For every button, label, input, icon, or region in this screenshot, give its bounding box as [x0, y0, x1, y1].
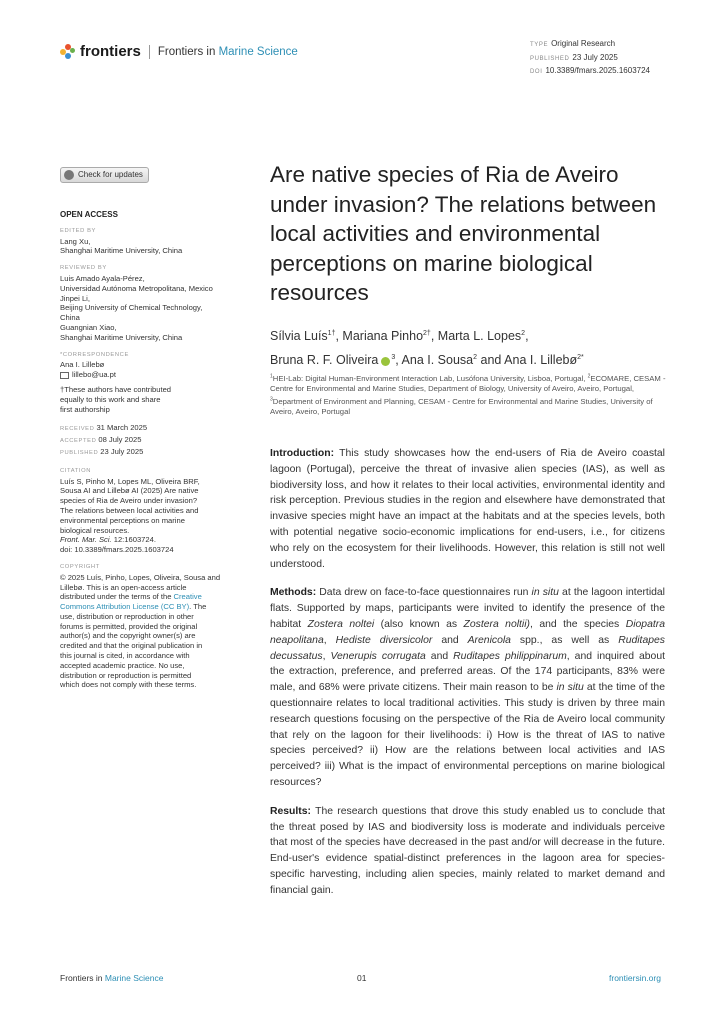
methods-text: Data drew on face-to-face questionnaires run	[316, 587, 532, 599]
copyright-label: COPYRIGHT	[60, 563, 100, 570]
methods-text: (also known as	[374, 618, 464, 630]
author[interactable]: Sílvia Luís$^{1\dagger}$	[270, 329, 336, 344]
methods-text: at the time of the questionnaire relates to local traditional activities. This study is driven by three main research questions focusing on the perspective of the Ria de Aveiro local community that rely on the lagoon for their livelihoods: i) How is the threat of IAS to native species perceived? ii) How are the relations between local activities and IAS perceived? iii) What is the impact of environmental perceptions on marine biological resources?	[270, 682, 665, 788]
reviewer-line: Shanghai Maritime University, China	[60, 332, 183, 342]
author[interactable]: Marta L. Lopes$^2$	[437, 329, 526, 344]
italic-term: in situ	[556, 682, 584, 694]
reviewed-by-label: REVIEWED BY	[60, 265, 107, 272]
frontiers-logo-icon	[60, 44, 76, 60]
italic-term: Ruditapes decussatus	[270, 634, 665, 662]
orcid-icon[interactable]	[381, 357, 390, 366]
reviewer-line: Guangnian Xiao,	[60, 322, 117, 332]
equal-contribution-note: †These authors have contributed equally to this work and share first authorship	[60, 384, 172, 414]
author-list: Sílvia Luís$^{1\dagger}$, Mariana Pinho$^{2\dagger}$, Marta L. Lopes$^2$, Bruna R. F. Oliveira $^3$, Ana I. Sousa$^2$ and Ana I. Lillebø$^{2*}$	[270, 329, 584, 368]
reviewer-line: Universidad Autónoma Metropolitana, Mexico	[60, 283, 213, 293]
methods-text: , and the species	[530, 618, 626, 630]
article-type: TYPE Original Research	[530, 39, 616, 48]
italic-term: Zostera noltei	[307, 618, 375, 630]
logo-text: frontiers	[80, 43, 141, 60]
italic-term: Ruditapes philippinarum	[453, 650, 567, 662]
correspondence-name: Ana I. Lillebø	[60, 360, 105, 370]
abstract-results: Results: The research questions that drove this study enabled us to conclude that the threat posed by IAS and biodiversity loss is moderate and individuals perceive that most of the species have decreased in the past and/or will decrease in the future. End-user's evidence spatial-distinct preferences in the lagoon area for species-specific harvesting, including alien species, mainly related to market demand and financial gain.	[270, 805, 665, 896]
abstract-methods: Methods: Data drew on face-to-face questionnaires run in situ at the lagoon intertidal flats. Supported by maps, participants were invited to identify the presence of the habitat Zostera noltei (also known as Zostera noltii), and the species Diopatra neapolitana, Hediste diversicolor and Arenicola spp., as well as Ruditapes decussatus, Venerupis corrugata and Ruditapes philippinarum, and inquired about the extraction, preference, and preferred areas. Of the 174 participants, 83% were male, and 68% were private citizens. Their main reason to be in situ at the time of the questionnaire relates to local traditional activities. This study is driven by three main research questions focusing on the perspective of the Ria de Aveiro local community that rely on the lagoon for their livelihoods: i) How is the threat of IAS to native species perceived? ii) How are the relations between local activities and IAS perceived? iii) What is the impact of environmental perceptions on marine biological resources?	[270, 587, 665, 788]
reviewer-line: Jinpei Li,	[60, 293, 90, 303]
reviewer-line: Luis Amado Ayala-Pérez,	[60, 273, 145, 283]
article-meta	[530, 38, 650, 79]
methods-text: at the lagoon intertidal flats. Supported by maps, participants were invited to identify the presence of the habitat	[270, 587, 665, 630]
methods-text: ,	[323, 634, 336, 646]
article-title: Are native species of Ria de Aveiro under invasion? The relations between local activities and environmental perceptions on marine biological resources	[270, 162, 657, 305]
open-access-label: OPEN ACCESS	[60, 210, 118, 219]
logo-divider	[149, 45, 150, 59]
reviewer-line: China	[60, 313, 80, 323]
italic-term: Hediste diversicolor	[335, 634, 433, 646]
reviewer-line: Beijing University of Chemical Technology,	[60, 303, 203, 313]
editor-line: Shanghai Maritime University, China	[60, 246, 183, 256]
journal-name[interactable]: Frontiers in Marine Science	[157, 45, 298, 58]
abstract	[270, 446, 665, 912]
update-icon	[64, 170, 74, 180]
editor-line: Lang Xu,	[60, 236, 91, 246]
article-doi[interactable]: DOI 10.3389/fmars.2025.1603724	[530, 66, 650, 75]
article-published: PUBLISHED 23 July 2025	[530, 52, 618, 62]
footer-journal: Frontiers in Marine Science	[60, 973, 164, 983]
author[interactable]: Mariana Pinho$^{2\dagger}$	[342, 329, 431, 344]
sidebar	[60, 167, 245, 690]
italic-term: Diopatra neapolitana	[270, 618, 665, 646]
methods-text: , and inquired about the extraction, preference, and preferred areas. Of the 174 participants, 83% were male, and 68% were private citizens. Their main reason to be	[270, 650, 665, 694]
italic-term: Venerupis corrugata	[330, 650, 426, 662]
author[interactable]: Bruna R. F. Oliveira $^3$	[270, 353, 396, 368]
italic-term: Zostera noltii)	[463, 618, 531, 630]
citation-label: CITATION	[60, 467, 91, 474]
methods-text: and	[432, 634, 468, 646]
page-number: 01	[357, 973, 367, 983]
correspondence-label: *CORRESPONDENCE	[60, 351, 129, 358]
license-link[interactable]: Commons Attribution License (CC BY)	[60, 602, 190, 612]
affiliations: $^1$HEI-Lab: Digital Human-Environment Interaction Lab, Lusófona University, Lisboa, Portugal, $^2$ECOMARE, CESAM - Centre for Environmental and Marine Studies, Department of Biology, University of Aveiro, Aveiro, Portugal, $^3$Department of Environment and Planning, CESAM - Centre for Environmental and Marine Studies, University of Aveiro, Aveiro, Portugal	[270, 373, 666, 416]
author[interactable]: Ana I. Lillebø$^{2*}$	[504, 353, 584, 368]
italic-term: in situ	[531, 587, 559, 599]
mail-icon	[60, 372, 69, 379]
copyright-text: © 2025 Luís, Pinho, Lopes, Oliveira, Sousa and Lillebø. This is an open-access article distributed under the terms of the Creative Commons Attribution License (CC BY). The use, distribution or reproduction in other forums is permitted, provided the original author(s) and the copyright owner(s) are credited and that the original publication in this journal is cited, in accordance with accepted academic practice. No use, distribution or reproduction is permitted which does not comply with these terms.	[60, 572, 221, 690]
footer-site-link[interactable]: frontiersin.org	[609, 973, 661, 983]
italic-term: Arenicola	[467, 634, 511, 646]
edited-by-label: EDITED BY	[60, 227, 97, 234]
citation-text: Luís S, Pinho M, Lopes ML, Oliveira BRF, Sousa AI and Lillebø AI (2025) Are native species of Ria de Aveiro under invasion? The relations between local activities and environmental perceptions on marine biological resources. Front. Mar. Sci. 12:1603724. doi: 10.3389/fmars.2025.1603724	[60, 476, 200, 555]
methods-text: ,	[322, 650, 331, 662]
author[interactable]: Ana I. Sousa$^2$	[401, 353, 478, 368]
methods-text: and	[425, 650, 454, 662]
check-for-updates-button[interactable]: Check for updates	[60, 167, 149, 183]
license-link[interactable]: Creative	[173, 592, 202, 602]
correspondence-email[interactable]: lillebo@ua.pt	[60, 370, 245, 380]
methods-text: spp., as well as	[510, 634, 619, 646]
article-dates: RECEIVED 31 March 2025 ACCEPTED 08 July 2025 PUBLISHED 23 July 2025	[60, 423, 148, 456]
abstract-introduction: Introduction: This study showcases how the end-users of Ria de Aveiro coastal lagoon (Portugal), perceive the threat of invasive alien species (IAS), as well as biodiversity loss, and how it relates to their local activities, environmental identity and risk perception. Previous studies in the region and elsewhere have demonstrated that invasive species might have an impact at the habitats and at the species levels, both with potential negative socio-economic implications for end-users, i.e., for citizens who rely on the ecosystem for their livelihoods. However, this relation is still not well understood.	[270, 448, 665, 570]
frontiers-logo[interactable]	[60, 43, 298, 60]
